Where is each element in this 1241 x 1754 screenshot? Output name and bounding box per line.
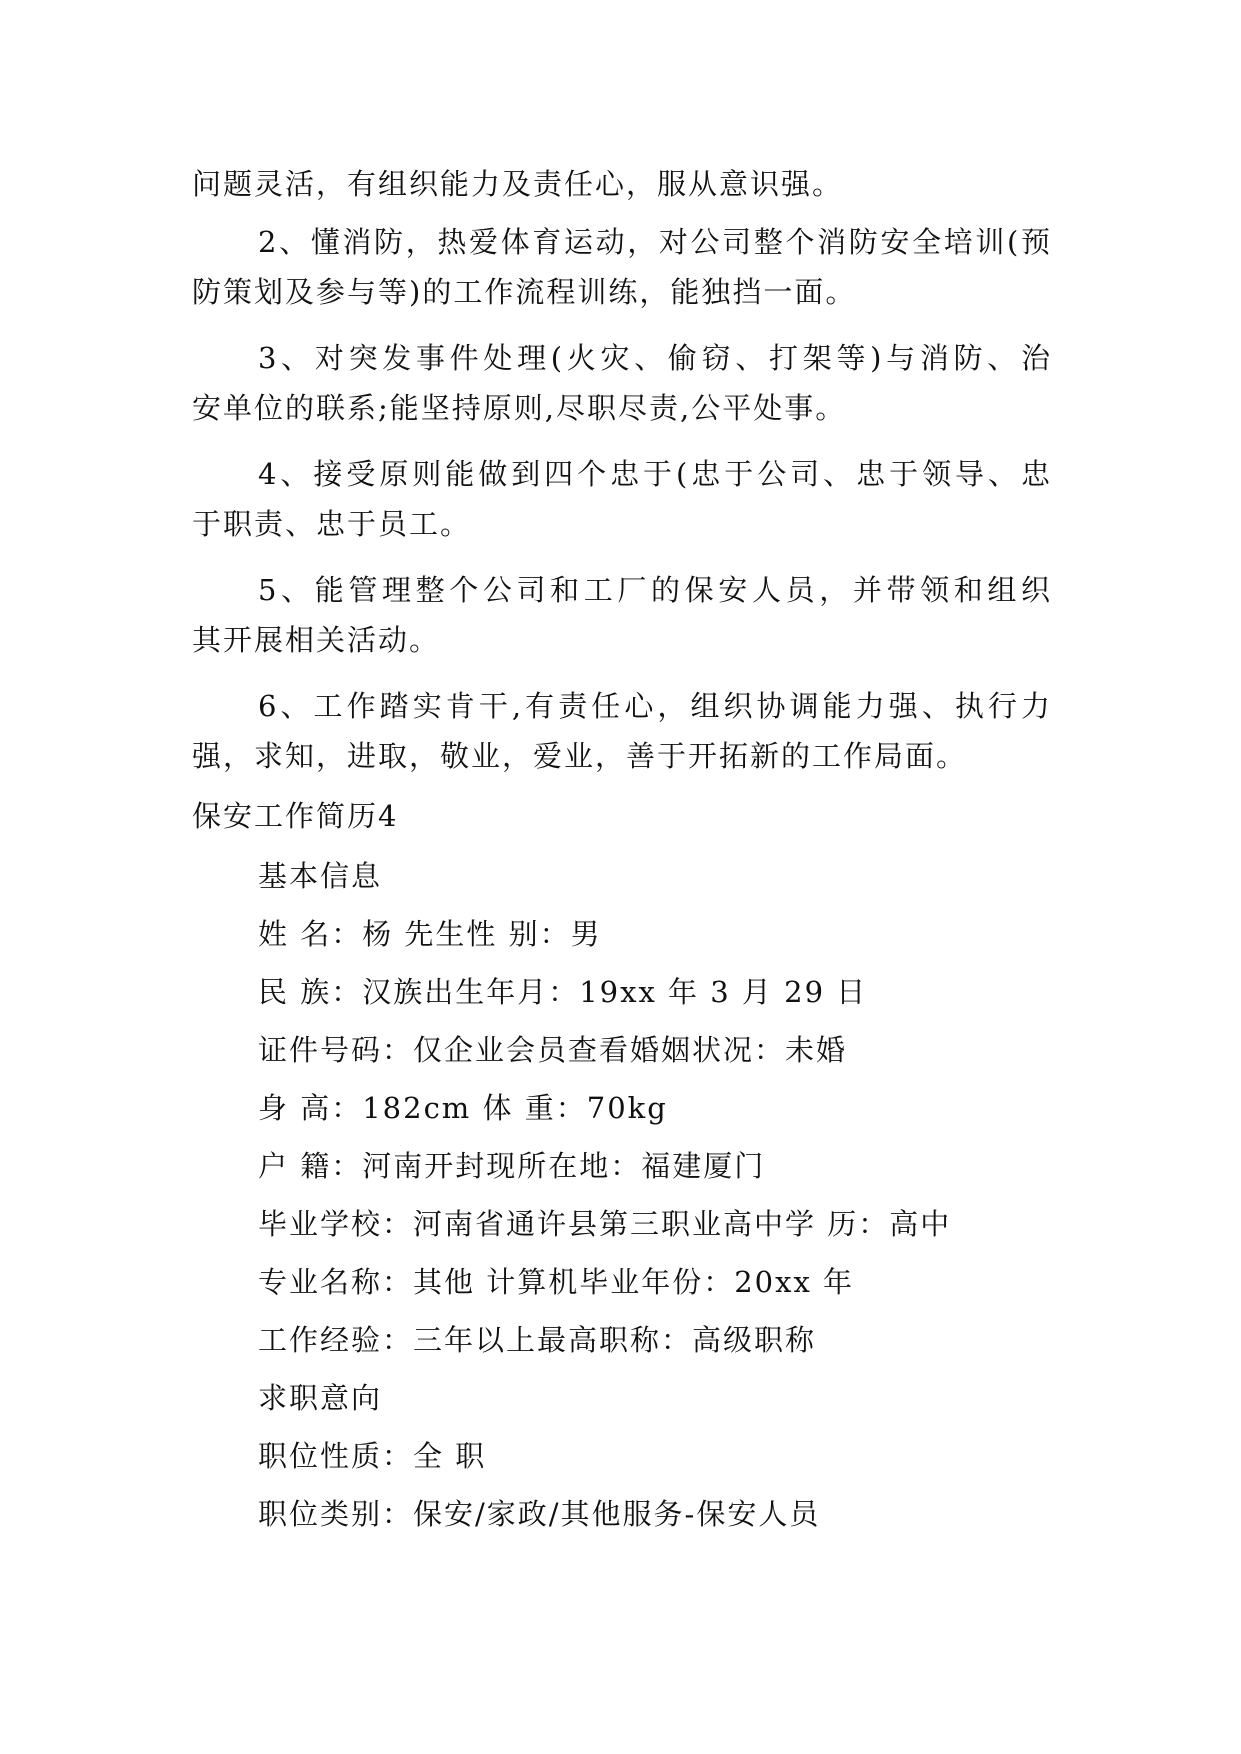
job-intent-nature: 职位性质：全 职 bbox=[258, 1439, 487, 1473]
paragraph-item-4-line1: 4、接受原则能做到四个忠于(忠于公司、忠于领导、忠 bbox=[258, 457, 1052, 491]
basic-info-heading: 基本信息 bbox=[258, 859, 383, 893]
paragraph-item-6-line2: 强，求知，进取，敬业，爱业，善于开拓新的工作局面。 bbox=[192, 739, 968, 773]
paragraph-item-3-line1: 3、对突发事件处理(火灾、偷窃、打架等)与消防、治 bbox=[258, 341, 1052, 375]
info-row-school-education: 毕业学校：河南省通许县第三职业高中学 历：高中 bbox=[258, 1207, 952, 1241]
info-row-experience-title: 工作经验：三年以上最高职称：高级职称 bbox=[258, 1323, 817, 1357]
paragraph-item-5-line1: 5、能管理整个公司和工厂的保安人员，并带领和组织 bbox=[258, 573, 1052, 607]
paragraph-item-2-line2: 防策划及参与等)的工作流程训练，能独挡一面。 bbox=[192, 275, 857, 309]
paragraph-item-4-line2: 于职责、忠于员工。 bbox=[192, 507, 472, 541]
info-row-hukou-location: 户 籍：河南开封现所在地：福建厦门 bbox=[258, 1149, 766, 1183]
info-row-ethnicity-birth: 民 族：汉族出生年月：19xx 年 3 月 29 日 bbox=[258, 975, 868, 1009]
info-row-id-marital: 证件号码：仅企业会员查看婚姻状况：未婚 bbox=[258, 1033, 848, 1067]
paragraph-item-5-line2: 其开展相关活动。 bbox=[192, 623, 441, 657]
info-row-height-weight: 身 高：182cm 体 重：70kg bbox=[258, 1091, 668, 1125]
section-title: 保安工作简历4 bbox=[192, 799, 399, 833]
paragraph-item-6-line1: 6、工作踏实肯干,有责任心，组织协调能力强、执行力 bbox=[258, 689, 1052, 723]
info-row-name-gender: 姓 名：杨 先生性 别：男 bbox=[258, 917, 602, 951]
job-intent-heading: 求职意向 bbox=[258, 1381, 383, 1415]
paragraph-item-2-line1: 2、懂消防，热爱体育运动，对公司整个消防安全培训(预 bbox=[258, 225, 1052, 259]
job-intent-category: 职位类别：保安/家政/其他服务-保安人员 bbox=[258, 1497, 821, 1531]
paragraph-item-3-line2: 安单位的联系;能坚持原则,尽职尽责,公平处事。 bbox=[192, 391, 847, 425]
info-row-major-graduation: 专业名称：其他 计算机毕业年份：20xx 年 bbox=[258, 1265, 855, 1299]
paragraph-continuation: 问题灵活，有组织能力及责任心，服从意识强。 bbox=[192, 167, 844, 201]
